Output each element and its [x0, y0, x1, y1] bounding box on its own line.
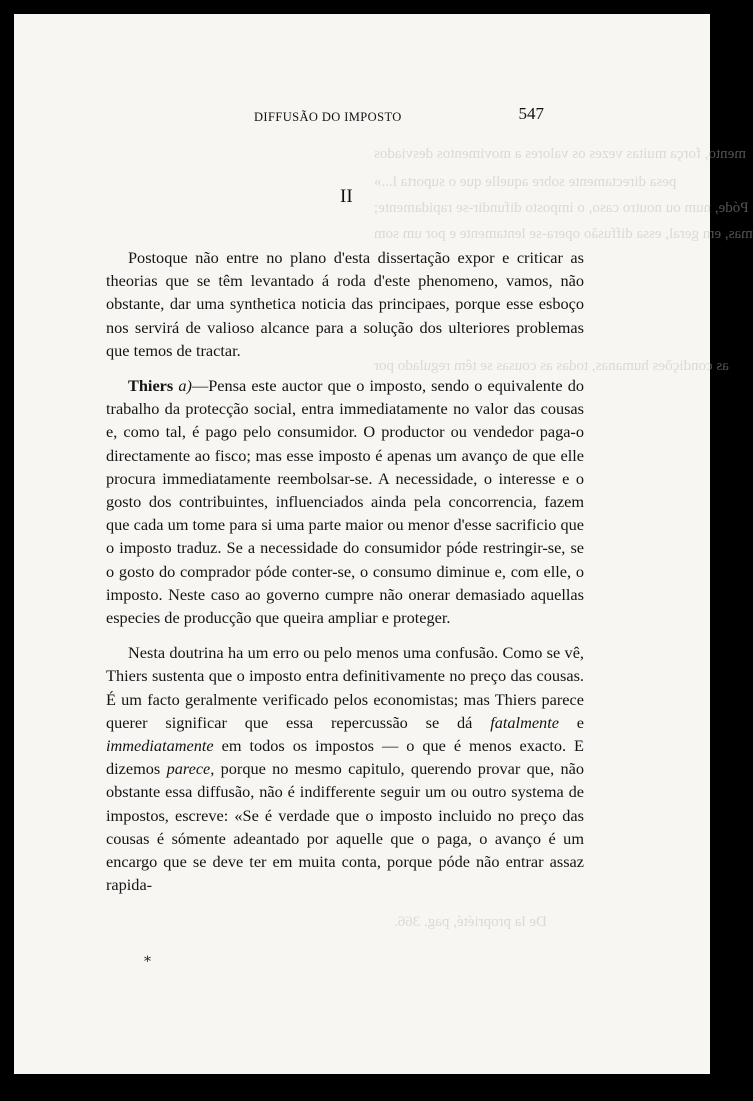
emphasis: immediatamente — [106, 736, 214, 756]
body-text — [106, 246, 584, 896]
paragraph-intro — [106, 246, 584, 362]
text-segment: em todos os impostos — o que é menos exacto. E dizemos — [106, 736, 584, 779]
section-number: II — [340, 186, 353, 207]
emphasis: fatalmente — [490, 712, 559, 732]
paragraph-thiers — [106, 374, 584, 629]
paragraph-text: —Pensa este auctor que o imposto, sendo o equivalente do trabalho da protecção social, entra immediatamente no valor das cousas e, como tal, é pago pelo consumidor. O productor ou vendedor paga-o directamente ao fisco; mas esse imposto é apenas um avanço de que elle procura immediatamente reembolsar-se. A necessidade, o interesse e o gosto dos contribuintes, influenciados ainda pela concorrencia, fazem que cada um tome para si uma parte maior ou menor d'esse sacrificio que o imposto traduz. Se a necessidade do consumidor póde restringir-se, se o gosto do comprador póde conter-se, o consumo diminue e, com elle, o imposto. Neste caso ao governo cumpre não onerar demasiado aquellas especies de producção que queira ampliar e proteger. — [106, 376, 584, 628]
paragraph-critique — [106, 641, 584, 896]
author-name: Thiers — [128, 376, 174, 396]
emphasis: parece, — [166, 759, 215, 779]
text-segment: e — [558, 712, 584, 732]
page-ornament: * — [144, 954, 151, 970]
paragraph-text: Postoque não entre no plano d'esta dissertação expor e criticar as theorias que se têm levantado á roda d'este phenomeno, vamos, não obstante, dar uma synthetica noticia das principaes, porque esse esboço nos servirá de valioso alcance para a solução dos ulteriores problemas que temos de tractar. — [106, 248, 584, 360]
text-segment: porque no mesmo capitulo, querendo provar que, não obstante essa diffusão, não é indifferente seguir um ou outro systema de impostos, escreve: «Se é verdade que o imposto incluido no preço das cousas é sómente adeantado por aquelle que o paga, o avanço é um encargo que se deve ter em muita conta, porque póde não entrar assaz rapida- — [106, 759, 585, 895]
page-number: 547 — [518, 104, 544, 123]
show-through-bleed: mento, força muitas vezes os valores a movimentos desviados pesa directamente sobre aquelle que o suporta l...» Póde, num ou noutro caso, o imposto difundir-se rapidamente; mas, em geral, essa diffusão opera-se lentamente e por um som as condições humanas, todas as cousas se têm regulado por De la propriété, pag. 366. — [374, 146, 753, 930]
text-segment: Nesta doutrina ha um erro ou pelo menos uma confusão. Como se vê, Thiers sustenta que o imposto entra definitivamente no preço das cousas. É um facto geralmente verificado pelos economistas; mas Thiers parece querer significar que essa repercussão se dá — [106, 643, 584, 732]
note-marker: a) — [178, 376, 192, 396]
running-title: DIFFUSÃO DO IMPOSTO — [254, 110, 402, 124]
book-page — [14, 14, 753, 1074]
